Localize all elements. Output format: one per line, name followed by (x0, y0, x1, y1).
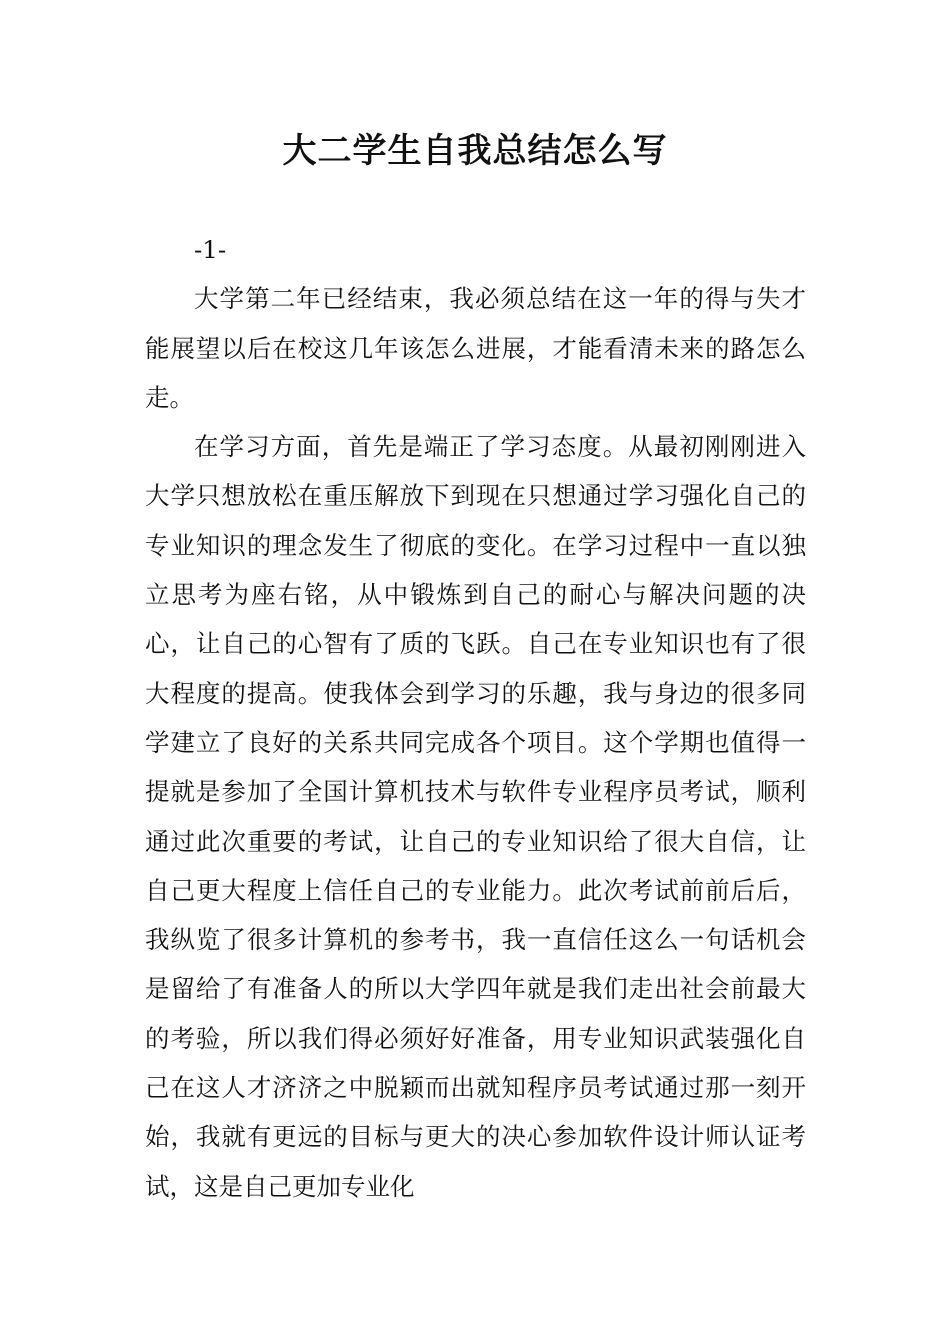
page-marker: -1- (194, 235, 227, 264)
paragraph: 在学习方面，首先是端正了学习态度。从最初刚刚进入大学只想放松在重压解放下到现在只想通过学习强化自己的专业知识的理念发生了彻底的变化。在学习过程中一直以独立思考为座右铭，从中锻炼到自己的耐心与解决问题的决心，让自己的心智有了质的飞跃。自己在专业知识也有了很大程度的提高。使我体会到学习的乐趣，我与身边的很多同学建立了良好的关系共同完成各个项目。这个学期也值得一提就是参加了全国计算机技术与软件专业程序员考试，顺利通过此次重要的考试，让自己的专业知识给了很大自信，让自己更大程度上信任自己的专业能力。此次考试前前后后，我纵览了很多计算机的参考书，我一直信任这么一句话机会是留给了有准备人的所以大学四年就是我们走出社会前最大的考验，所以我们得必须好好准备，用专业知识武装强化自己在这人才济济之中脱颖而出就知程序员考试通过那一刻开始，我就有更远的目标与更大的决心参加软件设计师认证考试，这是自己更加专业化 (145, 432, 806, 1201)
document-title: 大二学生自我总结怎么写 (282, 131, 668, 171)
document-body (145, 225, 806, 1211)
paragraph: 大学第二年已经结束，我必须总结在这一年的得与失才能展望以后在校这几年该怎么进展，才能看清未来的路怎么走。 (145, 284, 806, 412)
